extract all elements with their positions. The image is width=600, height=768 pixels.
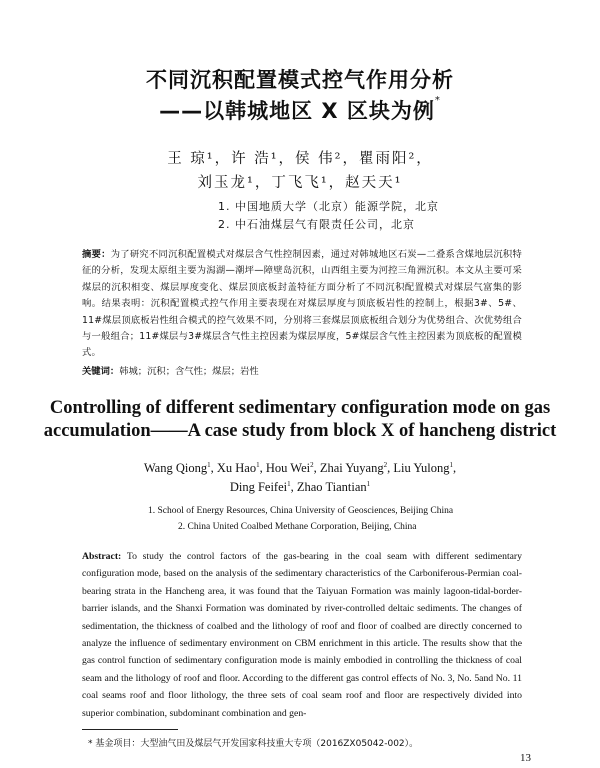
funding-footnote: * 基金项目：大型油气田及煤层气开发国家科技重大专项（2016ZX05042-002）。 (88, 739, 419, 749)
english-title-line-1: Controlling of different sedimentary configuration mode on gas (49, 398, 551, 418)
english-affiliation-2: 2. China United Coalbed Methane Corporation, Beijing, China (178, 522, 417, 532)
author-affil-sup: 1 (207, 461, 211, 469)
english-authors-line-2: Ding Feifei$^1$, Zhao Tiantian$^1$ (229, 480, 371, 494)
author-name: Hou Wei (265, 461, 311, 475)
chinese-title-line-1 (0, 64, 600, 94)
author-affil-sup: 2 (383, 461, 388, 469)
author-affil-sup: 1 (449, 461, 453, 469)
author-name: Wang Qiong (143, 461, 208, 475)
author-affil-sup: 2 (310, 461, 314, 469)
chinese-keywords (82, 363, 522, 377)
english-authors-line-1: Wang Qiong$^1$, Xu Hao$^1$, Hou Wei$^2$, Zhai Yuyang$^2$, Liu Yulong$^1$, (143, 461, 457, 475)
english-affiliation-1: 1. School of Energy Resources, China University of Geosciences, Beijing China (148, 506, 454, 516)
chinese-authors-line-1: 王 琼¹，许 浩¹，侯 伟²，瞿雨阳²， (167, 151, 433, 167)
english-abstract-text: To study the control factors of the gas-bearing in the coal seam with different sedimentary configuration mode, based on the analysis of the sedimentary characteristics of the Carboniferous-Permian coal-bearing strata in the Hancheng area, it was found that the Taiyuan Formation was mainly lagoon-tidal-border-barrier islands, and the Shanxi Formation was dominated by river-controlled deltaic sediments. The changes of sedimentation, the thickness of coalbed and the lithology of roof and floor of coalbed are directly concerned to analyze the influence of sedimentary environment on CBM enrichment in this article. The results show that the gas control function of sedimentary configuration mode is mainly embodied in controlling the thickness of coal seam and the lithology of roof and floor. According to the different gas control effects of No. 3, No. 5and No. 11 coal seams roof and floor lithology, the three sets of coal seam roof and floor are respectively divided into superior combination, subdominant combination and gen- (82, 551, 523, 719)
chinese-abstract (82, 247, 522, 362)
english-title-line-2: accumulation——A case study from block X of hancheng district (43, 421, 557, 441)
author-name: Xu Hao (216, 461, 257, 475)
author-affil-sup: 1 (287, 480, 291, 488)
english-abstract-label: Abstract: (82, 551, 122, 562)
title-footnote-marker: * (434, 95, 441, 106)
chinese-abstract-text: 为了研究不同沉积配置模式对煤层含气性控制因素，通过对韩城地区石炭—二叠系含煤地层沉积特征的分析，发现太原组主要为潟湖—潮坪—障壁岛沉积，山西组主要为河控三角洲沉积。本文从主要可采煤层的沉积相变、煤层厚度变化、煤层顶底板封盖特征方面分析了不同沉积配置模式对煤层气富集的影响。结果表明：沉积配置模式控气作用主要表现在对煤层厚度与顶底板岩性的控制上，根据3#、5#、11#煤层顶底板岩性组合模式的控气效果不同，分别将三套煤层顶底板组合划分为优势组合、次优势组合与一般组合；11#煤层与3#煤层含气性主控因素为煤层厚度，5#煤层含气性主控因素为顶底板的配置模式。 (82, 249, 522, 359)
author-name: Zhao Tiantian (296, 480, 367, 494)
chinese-affiliation-1: 1. 中国地质大学（北京）能源学院，北京 (218, 200, 439, 213)
chinese-title-line-2 (0, 95, 600, 125)
footnote-divider (82, 729, 178, 730)
page-number: 13 (520, 752, 531, 764)
author-name: Liu Yulong (393, 461, 450, 475)
english-abstract (82, 548, 522, 722)
chinese-title-text-1: 不同沉积配置模式控气作用分析 (146, 68, 454, 92)
chinese-title-text-2: ——以韩城地区 X 区块为例 (159, 99, 435, 123)
chinese-keywords-label: 关键词： (82, 366, 120, 377)
chinese-keywords-text: 韩城；沉积；含气性；煤层；岩性 (119, 366, 259, 377)
chinese-authors-line-2: 刘玉龙¹，丁飞飞¹，赵天天¹ (197, 175, 403, 191)
author-name: Ding Feifei (229, 480, 288, 494)
author-affil-sup: 1 (366, 480, 371, 488)
author-name: Zhai Yuyang (319, 461, 384, 475)
author-affil-sup: 1 (256, 461, 260, 469)
chinese-affiliation-2: 2. 中石油煤层气有限责任公司，北京 (218, 218, 415, 231)
chinese-abstract-label: 摘要： (82, 249, 111, 260)
